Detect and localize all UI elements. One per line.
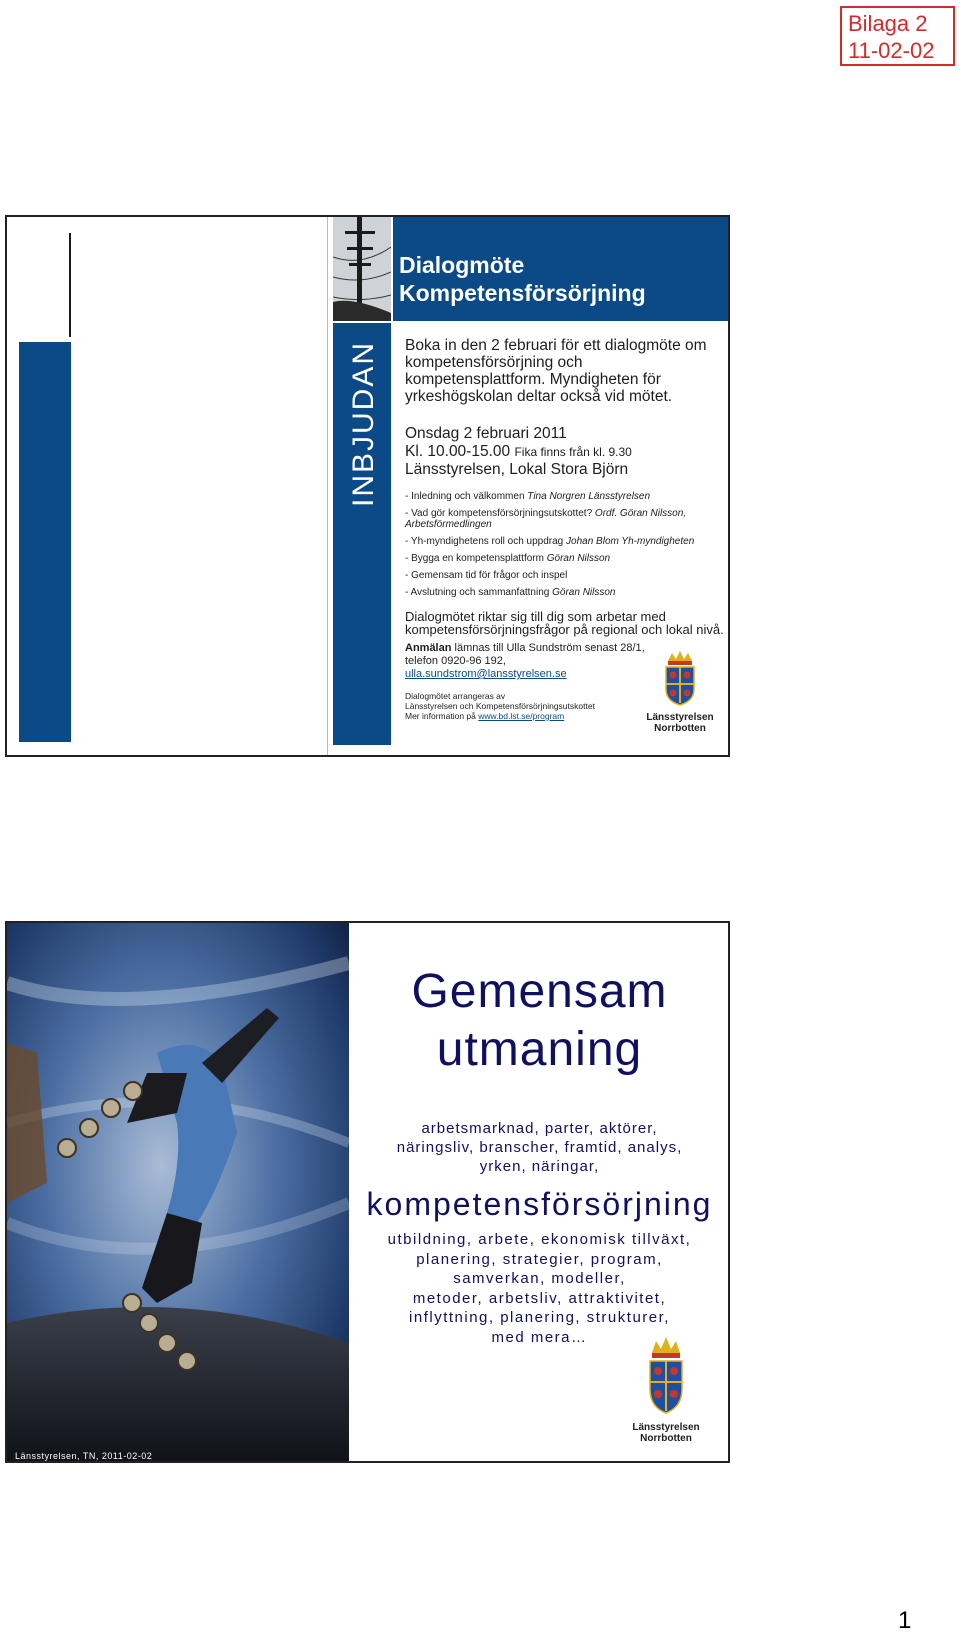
logo-line2: Norrbotten [640,1433,692,1444]
agenda-list [405,491,725,598]
keyword-group-2: utbildning, arbete, ekonomisk tillväxt, planering, strategier, program, samverkan, modeller, metoder, arbetsliv, attraktivitet, inflyttning, planering, strukturer, med mera… [387,1231,692,1346]
stamp-date: 11-02-02 [848,38,935,63]
main-keyword: kompetensförsörjning [366,1186,713,1222]
logo-line1: Länsstyrelsen [632,1422,700,1433]
list-item: - Bygga en kompetensplattform Göran Nilsson [405,553,611,564]
coat-of-arms-icon [660,651,700,707]
event-time-row [405,443,725,461]
invitation-title-line1: Dialogmöte [399,252,525,278]
lansstyrelsen-logo [621,1337,711,1444]
signup-email-link[interactable]: ulla.sundstrom@lansstyrelsen.se [405,668,567,680]
fika-note: Fika finns från kl. 9.30 [514,445,632,459]
event-details [405,425,725,479]
list-item: - Avslutning och sammanfattning Göran Nilsson [405,587,616,598]
power-pole-image [333,217,391,321]
signup-info [405,642,645,681]
challenge-content [349,923,730,1463]
invitation-title-line2: Kompetensförsörjning [399,280,646,306]
keyword-group-1: arbetsmarknad, parter, aktörer, näringsliv, branscher, framtid, analys, yrken, näringar, [396,1120,683,1175]
lansstyrelsen-logo [635,651,725,734]
logo-line2: Norrbotten [654,723,706,734]
event-location: Länsstyrelsen, Lokal Stora Björn [405,461,629,478]
page-number: 1 [898,1607,912,1634]
slide-caption: Länsstyrelsen, TN, 2011-02-02 [15,1451,153,1461]
list-item: - Yh-myndighetens roll och uppdrag Johan Blom Yh-myndigheten [405,536,695,547]
challenge-title [349,963,730,1079]
challenge-title-line1: Gemensam [411,965,668,1018]
event-time: Kl. 10.00-15.00 [405,443,511,460]
slide-invitation [5,215,730,757]
slide-left-bar [19,342,71,742]
slide-divider [327,217,328,757]
signup-text: lämnas till Ulla Sundström senast 28/1, telefon 0920-96 192, [405,642,645,667]
invitation-intro: Boka in den 2 februari för ett dialogmöte om kompetensförsörjning och kompetensplattform. Myndigheten för yrkeshögskolan deltar också vid mötet. [405,337,707,405]
target-audience: Dialogmötet riktar sig till dig som arbetar med kompetensförsörjningsfrågor på regional och lokal nivå. [405,609,724,637]
logo-line1: Länsstyrelsen [646,712,714,723]
signup-label: Anmälan [405,642,452,654]
organizer-info: Dialogmötet arrangeras av Länsstyrelsen och Kompetensförsörjningsutskottet Mer information på www.bd.lst.se/program [405,691,595,721]
list-item: - Gemensam tid för frågor och inspel [405,570,568,581]
coat-of-arms-icon [644,1337,688,1417]
more-info-link[interactable]: www.bd.lst.se/program [478,711,565,721]
power-pole-photo [333,217,391,321]
inline-skater-image [7,923,349,1463]
slide-left-line [69,233,71,337]
invitation-title [399,251,646,307]
sidebar-label: INBJUDAN [347,340,380,507]
list-item: - Vad gör kompetensförsörjningsutskottet? Ordf. Göran Nilsson, Arbetsförmedlingen [405,508,687,530]
slide-common-challenge [5,921,730,1463]
skater-photo [7,923,349,1463]
event-date: Onsdag 2 februari 2011 [405,425,567,442]
challenge-title-line2: utmaning [436,1023,643,1076]
stamp-label: Bilaga 2 [848,11,928,36]
attachment-stamp [840,6,955,66]
list-item: - Inledning och välkommen Tina Norgren Länsstyrelsen [405,491,651,502]
